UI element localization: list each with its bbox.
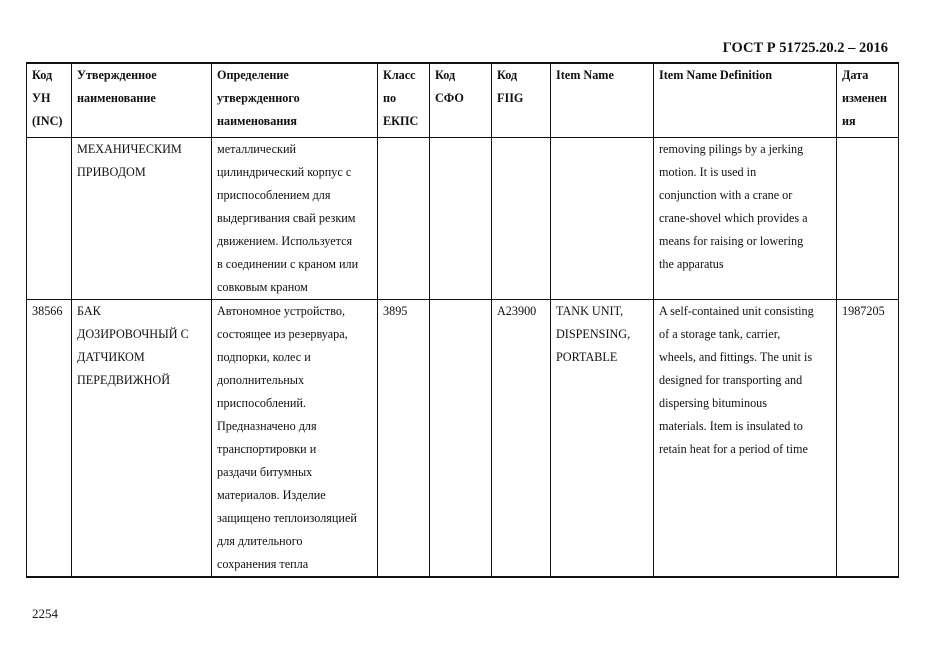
cell-inc: 38566 (27, 299, 72, 577)
cell-approved-name: БАК ДОЗИРОВОЧНЫЙ С ДАТЧИКОМ ПЕРЕДВИЖНОЙ (72, 299, 212, 577)
col-header-definition: Определение утвержденного наименования (212, 63, 378, 137)
col-header-approved-name: Утвержденное наименование (72, 63, 212, 137)
col-header-inc: Код УН (INC) (27, 63, 72, 137)
cell-class-ekps: 3895 (378, 299, 430, 577)
cell-code-sfo (430, 137, 492, 299)
catalog-table (26, 62, 899, 578)
table-row (27, 137, 899, 299)
cell-item-definition: A self-contained unit consisting of a storage tank, carrier, wheels, and fittings. The unit is designed for transporting and dispersing bituminous materials. Item is insulated to retain heat for a period of time (654, 299, 837, 577)
cell-code-fiig (492, 137, 551, 299)
col-header-item-definition: Item Name Definition (654, 63, 837, 137)
col-header-code-fiig: Код FIIG (492, 63, 551, 137)
cell-definition: металлический цилиндрический корпус с приспособлением для выдергивания свай резким движением. Используется в соединении с краном или совковым краном (212, 137, 378, 299)
col-header-class-ekps: Класс по ЕКПС (378, 63, 430, 137)
table-row (27, 299, 899, 577)
cell-change-date (837, 137, 899, 299)
cell-inc (27, 137, 72, 299)
cell-approved-name: МЕХАНИЧЕСКИМ ПРИВОДОМ (72, 137, 212, 299)
cell-item-name: TANK UNIT, DISPENSING, PORTABLE (551, 299, 654, 577)
cell-class-ekps (378, 137, 430, 299)
cell-item-name (551, 137, 654, 299)
cell-definition: Автономное устройство, состоящее из резервуара, подпорки, колес и дополнительных приспособлений. Предназначено для транспортировки и раздачи битумных материалов. Изделие защищено теплоизоляцией для длительного сохранения тепла (212, 299, 378, 577)
table-header-row (27, 63, 899, 137)
col-header-item-name: Item Name (551, 63, 654, 137)
col-header-code-sfo: Код СФО (430, 63, 492, 137)
cell-code-sfo (430, 299, 492, 577)
col-header-change-date: Дата изменен ия (837, 63, 899, 137)
page-number: 2254 (32, 606, 58, 621)
cell-change-date: 1987205 (837, 299, 899, 577)
cell-code-fiig: A23900 (492, 299, 551, 577)
cell-item-definition: removing pilings by a jerking motion. It is used in conjunction with a crane or crane-shovel which provides a means for raising or lowering the apparatus (654, 137, 837, 299)
document-header: ГОСТ Р 51725.20.2 – 2016 (722, 40, 888, 56)
